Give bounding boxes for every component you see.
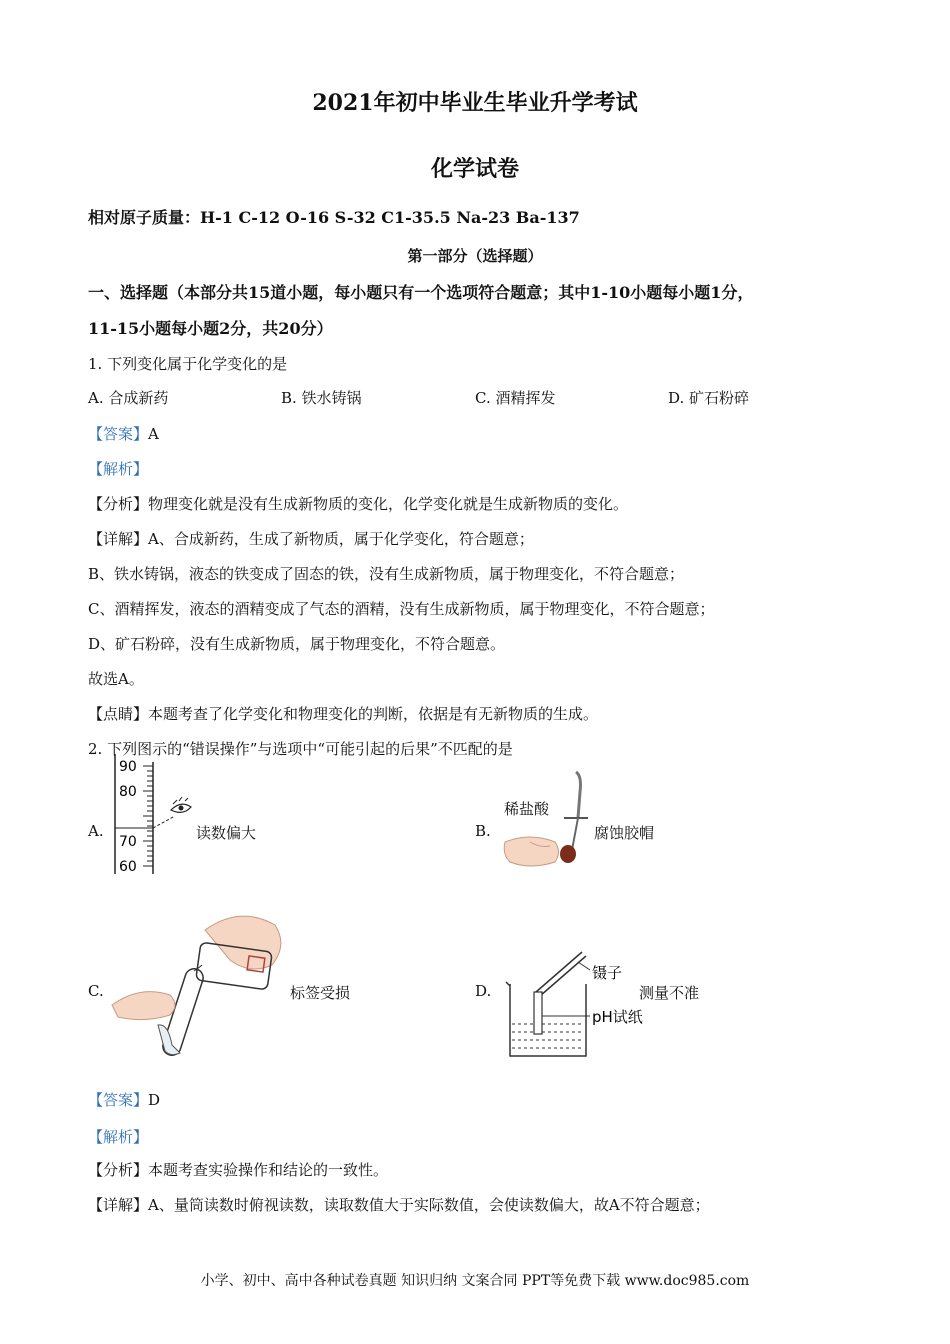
- answer-tag: 【答案】: [88, 1091, 149, 1109]
- part-heading: 第一部分（选择题）: [407, 247, 543, 265]
- scale-60: 60: [119, 859, 137, 875]
- eye-icon: [171, 797, 191, 812]
- q2-xiangjie: 【详解】A、量筒读数时俯视读数，读取数值大于实际数值，会使读数偏大，故A不符合题意；: [88, 1196, 710, 1214]
- pouring-figure: [110, 905, 295, 1065]
- q1-conclusion: 故选A。: [88, 670, 144, 688]
- q1-xiangjie-a: 【详解】A、合成新药，生成了新物质，属于化学变化，符合题意；: [88, 530, 534, 548]
- q2-fenxi: 【分析】本题考查实验操作和结论的一致性。: [88, 1161, 389, 1179]
- q1-dianjing: 【点睛】本题考查了化学变化和物理变化的判断，依据是有无新物质的生成。: [88, 705, 599, 723]
- q2-stem: 2. 下列图示的“错误操作”与选项中“可能引起的后果”不匹配的是: [88, 740, 513, 758]
- ph-paper-label: pH试纸: [592, 1008, 643, 1026]
- q2-option-a-caption: 读数偏大: [196, 824, 257, 842]
- ph-paper-figure: [498, 948, 648, 1060]
- acid-label: 稀盐酸: [504, 800, 550, 818]
- dropper-figure: [500, 762, 595, 877]
- q1-answer: [88, 423, 159, 444]
- q2-option-b-caption: 腐蚀胶帽: [594, 824, 655, 842]
- scale-90: 90: [119, 759, 137, 775]
- section-heading-line1: 一、选择题（本部分共15道小题，每小题只有一个选项符合题意；其中1-10小题每小题1分，: [88, 283, 754, 302]
- exam-title: 2021年初中毕业生毕业升学考试: [312, 90, 638, 116]
- scale-80: 80: [119, 784, 137, 800]
- scale-70: 70: [119, 834, 137, 850]
- q1-xiangjie-d: D、矿石粉碎，没有生成新物质，属于物理变化，不符合题意。: [88, 635, 506, 653]
- q1-xiangjie-b: B、铁水铸锅，液态的铁变成了固态的铁，没有生成新物质，属于物理变化，不符合题意；: [88, 565, 685, 583]
- q1-stem: 1. 下列变化属于化学变化的是: [88, 355, 288, 373]
- answer-tag: 【答案】: [88, 425, 149, 443]
- q2-option-d-caption: 测量不准: [639, 984, 700, 1002]
- q1-option-b: B. 铁水铸锅: [281, 389, 362, 407]
- q2-analysis-tag: 【解析】: [88, 1128, 149, 1146]
- q2-option-c-letter: C.: [88, 982, 104, 1000]
- atomic-masses: 相对原子质量：H-1 C-12 O-16 S-32 C1-35.5 Na-23 Ba-137: [88, 208, 580, 227]
- q1-analysis-tag: 【解析】: [88, 460, 149, 478]
- q1-xiangjie-c: C、酒精挥发，液态的酒精变成了气态的酒精，没有生成新物质，属于物理变化，不符合题意；: [88, 600, 715, 618]
- page-footer: 小学、初中、高中各种试卷真题 知识归纳 文案合同 PPT等免费下载 www.doc985.com: [200, 1273, 750, 1289]
- exam-subtitle: 化学试卷: [430, 156, 519, 182]
- answer-value: D: [148, 1091, 161, 1109]
- q1-option-a: A. 合成新药: [88, 389, 169, 407]
- cylinder-reading-figure: [105, 752, 200, 877]
- q2-answer: [88, 1089, 160, 1110]
- answer-value: A: [148, 425, 159, 443]
- q1-option-d: D. 矿石粉碎: [668, 389, 750, 407]
- q2-option-b-letter: B.: [475, 822, 491, 840]
- q1-fenxi: 【分析】物理变化就是没有生成新物质的变化，化学变化就是生成新物质的变化。: [88, 495, 629, 513]
- tweezers-label: 镊子: [592, 964, 623, 982]
- q1-option-c: C. 酒精挥发: [475, 389, 556, 407]
- q2-option-a-letter: A.: [88, 822, 104, 840]
- q2-option-d-letter: D.: [475, 982, 492, 1000]
- q2-option-c-caption: 标签受损: [290, 984, 351, 1002]
- section-heading-line2: 11-15小题每小题2分，共20分）: [88, 319, 333, 338]
